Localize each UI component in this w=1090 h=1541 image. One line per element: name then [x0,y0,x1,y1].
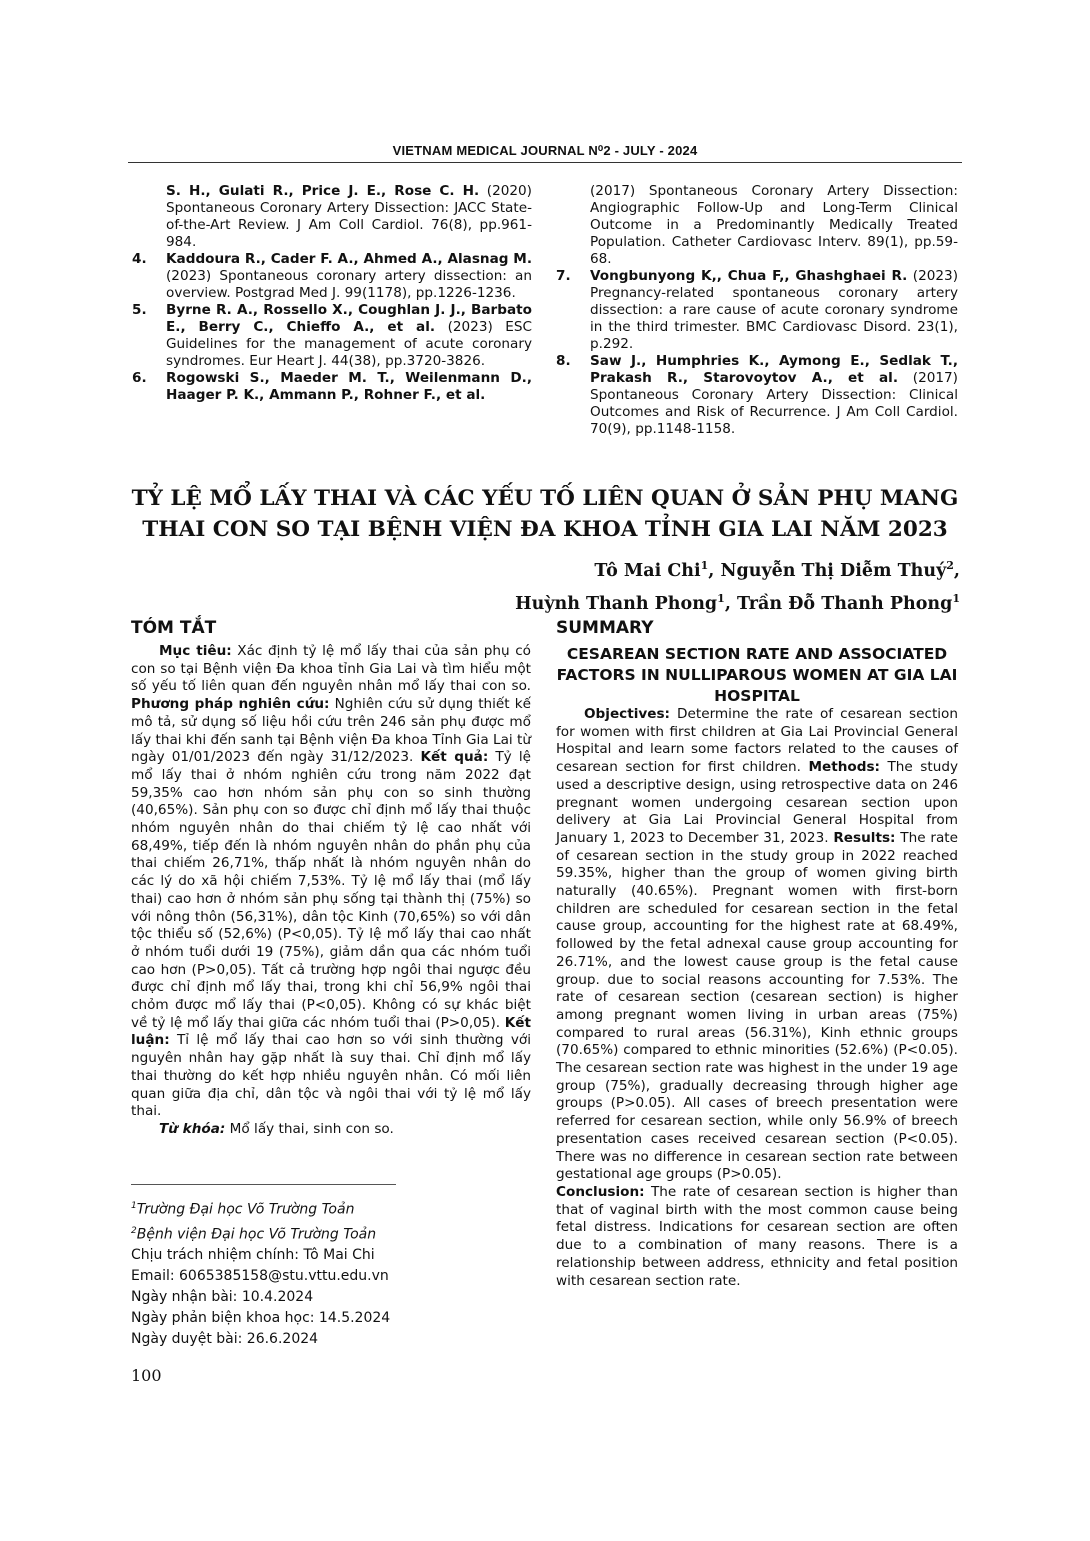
reference-item [132,302,532,370]
author-name: Trần Đỗ Thanh Phong [737,593,953,614]
abstract-text: Tỷ lệ mổ lấy thai ở nhóm nghiên cứu trong năm 2022 đạt 59,35% cao hơn nhóm sản phụ con so sinh thường (40,65%). Sản phụ con so được chỉ định mổ lấy thai thuộc nhóm nguyên nhân do thai chiếm tỷ lệ cao nhất với 68,49%, tiếp đến là nhóm nguyên nhân do phần phụ của thai chiếm 26,71%, thấp nhất là nhóm nguyên nhân do các lý do xã hội chiếm 7,53%. Tỷ lệ mổ lấy thai (mổ lấy thai) cao hơn ở nhóm sản phụ sống tại thành thị (75%) so với nông thôn (56,31%), dân tộc Kinh (70,65%) so với dân tộc thiểu số (52,6%) (P<0,05). Tỷ lệ mổ lấy thai cao nhất ở nhóm tuổi dưới 19 (75%), giảm dần qua các nhóm tuổi cao hơn (P>0,05). Tất cả trường hợp ngôi thai ngược đều được chỉ định mổ lấy thai, trong khi chỉ 56,9% ngôi thai chỏm được mổ lấy thai (P<0,05). Không có sự khác biệt về tỷ lệ mổ lấy thai giữa các nhóm tuổi thai (P>0,05). [131,749,531,1031]
abstract-lead: Phương pháp nghiên cứu: [131,696,330,713]
article-title-line: THAI CON SO TẠI BỆNH VIỆN ĐA KHOA TỈNH GIA LAI NĂM 2023 [142,517,948,542]
affiliation-text: Bệnh viện Đại học Võ Trường Toản [136,1226,377,1243]
affiliation-text: Trường Đại học Võ Trường Toản [136,1201,355,1218]
reference-number: 6. [132,370,147,386]
abstract-paragraph [131,643,531,1121]
conclusion-lead: Conclusion: [556,1183,645,1200]
english-title: CESAREAN SECTION RATE AND ASSOCIATED FACTORS IN NULLIPAROUS WOMEN AT GIA LAI HOSPITAL [556,645,958,705]
reference-text: (2023) ESC Guidelines for the management of acute coronary syndromes. Eur Heart J. 44(38), pp.3720-3826. [166,319,532,369]
english-abstract [556,706,958,1290]
reference-item [132,251,532,302]
affiliation-2 [131,1221,390,1246]
abstract-lead: Results: [833,829,896,846]
review-date: Ngày phản biện khoa học: 14.5.2024 [131,1310,391,1327]
abstract-lead: Methods: [808,759,880,776]
reference-number: 7. [556,268,571,284]
reference-authors: S. H., Gulati R., Price J. E., Rose C. H. [166,183,480,199]
page-number: 100 [131,1366,162,1385]
reference-item [556,268,958,353]
affiliation-marker: 1 [131,1201,137,1211]
reference-text: (2020) Spontaneous Coronary Artery Dissection: JACC State-of-the-Art Review. J Am Coll Cardiol. 76(8), pp.961-984. [166,183,532,250]
reference-text: (2017) Spontaneous Coronary Artery Dissection: Clinical Outcomes and Risk of Recurrence. J Am Coll Cardiol. 70(9), pp.1148-1158. [590,370,958,437]
affiliation-1 [131,1196,390,1221]
keywords-paragraph [131,1121,531,1139]
footnote-rule [131,1184,396,1185]
reference-authors: Rogowski S., Maeder M. T., Weilenmann D., Haager P. K., Ammann P., Rohner F., et al. [166,370,532,403]
abstract-lead: Objectives: [584,706,670,722]
approval-date: Ngày duyệt bài: 26.6.2024 [131,1331,319,1348]
abstract-text: The rate of cesarean section in the study group in 2022 reached 59.35%, higher than the group of women giving birth naturally (40.65%). Pregnant women with first-born children are scheduled for cesarean section in the fetal cause group, accounting for the highest rate at 68.49%, followed by the fetal adnexal cause group accounting for 26.71%, and the lowest cause group is the fetal cause group. due to social reasons accounting for 7.53%. The rate of cesarean section (cesarean section) is higher among pregnant women living in urban areas (75%) compared to rural areas (56.31%), Kinh ethnic groups (70.65%) compared to ethnic minorities (52.6%) (P<0.05). The cesarean section rate was highest in the under 19 age group (75%), gradually decreasing through higher age groups (P>0.05). All cases of breech presentation were referred for cesarean section, while only 56.9% of breech presentation cases received cesarean section (P<0.05). There was no difference in cesarean section rate between gestational age groups (P>0.05). [556,829,958,1183]
reference-text: (2023) Spontaneous coronary artery dissection: an overview. Postgrad Med J. 99(1178), pp.1226-1236. [166,268,532,301]
received-date: Ngày nhận bài: 10.4.2024 [131,1289,314,1306]
author-affiliation: 1 [717,591,725,605]
reference-item [556,183,958,268]
email: Email: 6065385158@stu.vttu.edu.vn [131,1268,389,1285]
author-line [515,585,960,618]
reference-item [132,183,532,251]
author-name: Nguyễn Thị Diễm Thuý [720,560,947,581]
reference-item [132,370,532,404]
vietnamese-abstract [131,643,531,1139]
references-right-column [556,183,958,438]
reference-text: (2023) Pregnancy-related spontaneous coronary artery dissection: a rare cause of acute coronary syndrome in the third trimester. BMC Cardiovasc Disord. 23(1), p.292. [590,268,958,352]
author-name: Huỳnh Thanh Phong [515,593,718,614]
author-separator: , [708,560,721,581]
article-title [128,483,962,545]
author-affiliation: 2 [946,559,954,572]
footnotes [131,1196,390,1350]
abstract-text: Nghiên cứu sử dụng thiết kế mô tả, sử dụng số liệu hồi cứu trên 246 sản phụ được mổ lấy thai khi đến sanh tại Bệnh viện Đa khoa Tỉnh Gia Lai từ ngày 01/01/2023 đến ngày 31/12/2023. [131,696,531,766]
reference-number: 8. [556,353,571,369]
running-header: VIETNAM MEDICAL JOURNAL N⁰2 - JULY - 2024 [392,143,698,158]
author-affiliation: 1 [700,559,709,572]
abstract-lead: Kết quả: [420,749,489,766]
author-affiliation: 1 [952,591,960,605]
keywords-lead: Từ khóa: [159,1120,226,1137]
reference-authors: Vongbunyong K,, Chua F,, Ghashghaei R. [590,268,908,284]
author-line [515,552,960,585]
article-title-line: TỶ LỆ MỔ LẤY THAI VÀ CÁC YẾU TỐ LIÊN QUAN Ở SẢN PHỤ MANG [131,486,959,511]
abstract-text: Determine the rate of cesarean section for women with first children at Gia Lai Provincial General Hospital and learn some factors related to the causes of cesarean section for first children. [556,706,958,776]
reference-authors: Byrne R. A., Rossello X., Coughlan J. J., Barbato E., Berry C., Chieffo A., et al. [166,302,532,335]
reference-item [556,353,958,438]
references-left-column [132,183,532,404]
author-list [515,552,960,618]
author-separator: , [724,593,738,614]
author-name: Tô Mai Chi [594,560,701,581]
reference-number: 5. [132,302,147,318]
responsible-author: Chịu trách nhiệm chính: Tô Mai Chi [131,1247,375,1264]
reference-text: (2017) Spontaneous Coronary Artery Dissection: Angiographic Follow-Up and Long-Term Clinical Outcome in a Predominantly Medically Treated Population. Catheter Cardiovasc Interv. 89(1), pp.59-68. [590,183,958,267]
reference-number: 4. [132,251,147,267]
abstract-lead: Kết luận: [131,1014,531,1049]
conclusion-paragraph [556,1184,958,1290]
reference-authors: Saw J., Humphries K., Aymong E., Sedlak T., Prakash R., Starovoytov A., et al. [590,353,958,386]
abstract-text: The study used a descriptive design, using retrospective data on 246 pregnant women undergoing cesarean section upon delivery at Gia Lai Provincial General Hospital from January 1, 2023 to December 31, 2023. [556,759,958,846]
abstract-text: Tỉ lệ mổ lấy thai cao hơn so với sinh thường với nguyên nhân hay gặp nhất là suy thai. Chỉ định mổ lấy thai thường do kết hợp nhiều nguyên nhân. Có mối liên quan giữa địa chỉ, dân tộc và ngôi thai với tỷ lệ mổ lấy thai. [131,1032,531,1120]
summary-heading: SUMMARY [556,618,654,638]
tomtat-heading: TÓM TẮT [131,618,217,638]
reference-authors: Kaddoura R., Cader F. A., Ahmed A., Alasnag M. [166,251,532,267]
abstract-lead: Mục tiêu: [159,643,232,659]
abstract-paragraph [556,706,958,1184]
keywords-text: Mổ lấy thai, sinh con so. [225,1120,394,1137]
abstract-text: Xác định tỷ lệ mổ lấy thai của sản phụ có con so tại Bệnh viện Đa khoa tỉnh Gia Lai và tìm hiểu một số yếu tố liên quan đến nguyên nhân mổ lấy thai con so. [131,643,531,695]
affiliation-marker: 2 [131,1225,137,1236]
conclusion-text: The rate of cesarean section is higher than that of vaginal birth with the most common cause being fetal distress. Indications for cesarean section are often due to a combination of many reasons. There is a relationship between address, ethnicity and fetal position with cesarean section rate. [556,1183,958,1289]
author-separator: , [953,560,960,581]
header-rule [128,162,962,163]
